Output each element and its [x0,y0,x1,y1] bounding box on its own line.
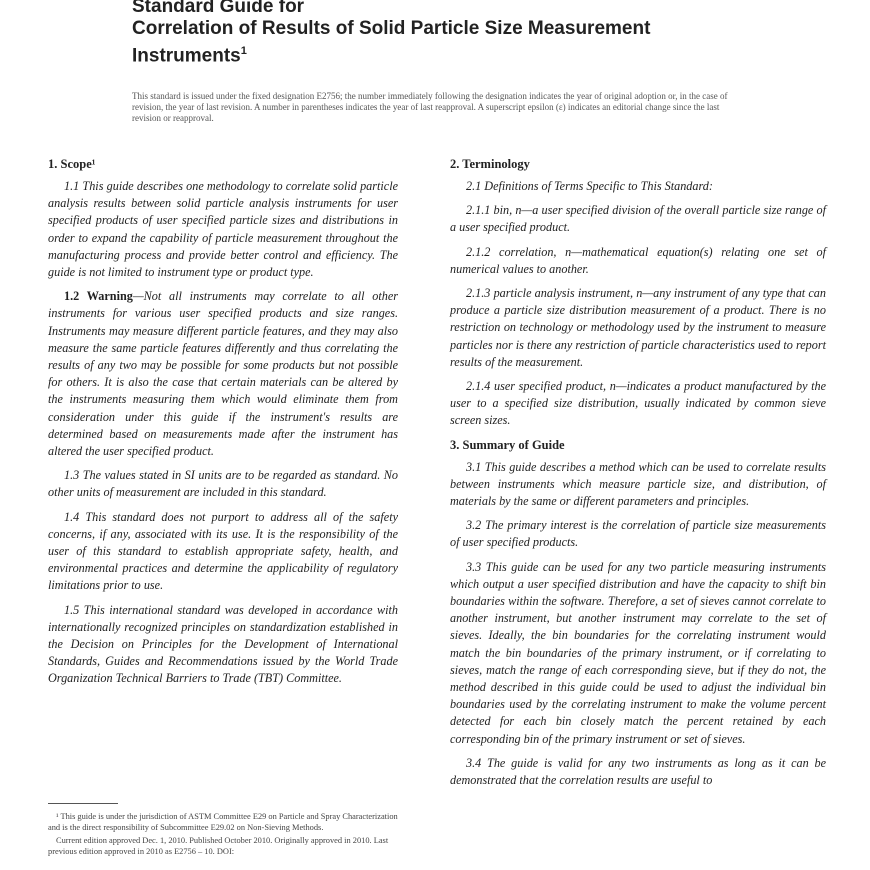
right-column [450,150,826,796]
footnote-divider [48,803,118,804]
title-footnote-marker: 1 [240,45,247,57]
document-title [132,0,650,67]
section-heading-terminology: 2. Terminology [450,157,530,171]
paragraph-3-4: 3.4 The guide is valid for any two instruments as long as it can be demonstrated that the correlation results are useful to [450,755,826,788]
paragraph-3-2: 3.2 The primary interest is the correlation of particle size measurements of user specified products. [450,518,826,550]
paragraph-1-3: 1.3 The values stated in SI units are to be regarded as standard. No other units of measurement are included in this standard. [48,468,398,500]
paragraph-1-5: 1.5 This international standard was developed in accordance with internationally recognized principles on standardization established in the Decision on Principles for the Development of International Standards, Guides and Recommendations issued by the World Trade Organization Technical Barriers to Trade (TBT) Committee. [48,602,398,686]
paragraph-2-1-3: 2.1.3 particle analysis instrument, n—any instrument of any type that can produce a particle size distribution measurement of a product. There is no restriction on technology or methodology used by the instrument to measure particles nor is there any restriction of particle characteristics used to report results of the measurement. [450,286,826,369]
paragraph-3-1: 3.1 This guide describes a method which can be used to correlate results between instruments which measure particle size, and distribution, of materials by the same or different parameters and principles. [450,459,826,509]
footnote-1: ¹ This guide is under the jurisdiction of ASTM Committee E29 on Particle and Spray Characterization and is the direct responsibility of Subcommittee E29.02 on Non-Sieving Methods. [48,812,398,832]
title-line-3: Instruments$^1$ [132,45,247,67]
section-heading-scope: 1. Scope¹ [48,157,96,171]
paragraph-2-1-4: 2.1.4 user specified product, n—indicates a product manufactured by the user to a specified size distribution, usually indicated by common sieve screen sizes. [450,379,826,428]
paragraph-2-1-1: 2.1.1 bin, n—a user specified division of the overall particle size range of a user specified product. [450,203,826,235]
section-heading-summary: 3. Summary of Guide [450,437,565,452]
title-line-1: Standard Guide for [132,0,305,17]
paragraph-2-1: 2.1 Definitions of Terms Specific to This Standard: [466,179,713,193]
paragraph-2-1-2: 2.1.2 correlation, n—mathematical equation(s) relating one set of numerical values to another. [450,244,826,276]
title-line-2: Correlation of Results of Solid Particle Size Measurement [132,18,651,39]
designation-notice: This standard is issued under the fixed designation E2756; the number immediately following the designation indicates the year of original adoption or, in the case of revision, the year of last revision. A number in parentheses indicates the year of last reapproval. A superscript epsilon (ε) indicates an editorial change since the last revision or reapproval. [132,91,728,123]
footnote-2: Current edition approved Dec. 1, 2010. Published October 2010. Originally approved in 2010. Last previous edition approved in 2010 as E2756 – 10. DOI: [48,836,389,856]
footnotes [48,812,398,860]
paragraph-1-1: 1.1 This guide describes one methodology to correlate solid particle analysis results between solid particle analysis instruments for user specified products of user specified particle sizes and distributions in order to expand the capability of particle measurement throughout the manufacturing process and provide better control and efficiency. The guide is not limited to instrument type or product type. [48,179,398,280]
paragraph-1-2: 1.2 Warning—Not all instruments may correlate to all other instruments for various user specified products and size ranges. Instruments may measure different particle features, and they may also measure the same particle features differently and thus correlating the results of any two may be possible for some products but not possible for others. It is also the case that certain materials can be altered by the instruments measuring them which would eliminate them from consideration under this guide if the instrument's results are determined based on measurements made after the instrument has altered the user specified product. [48,289,398,459]
left-column [48,150,398,695]
paragraph-1-4: 1.4 This standard does not purport to address all of the safety concerns, if any, associated with its use. It is the responsibility of the user of this standard to establish appropriate safety, health, and environmental practices and determine the applicability of regulatory limitations prior to use. [48,509,398,593]
paragraph-3-3: 3.3 This guide can be used for any two particle measuring instruments which output a user specified distribution and have the capacity to shift bin boundaries within the software. Therefore, a set of sieves cannot correlate to another instrument, but another instrument may correlate to the set of sieves. Ideally, the bin boundaries for the correlating instrument would match the bin boundaries of the primary instrument, or if correlating to sieves, match the range of each corresponding sieve, but if they do not, the method described in this guide could be used to adjust the individual bin boundaries used by the correlating instrument to make the volume percent detected for each bin closely match the percent retained by each corresponding bin of the primary instrument or set of sieves. [450,559,826,746]
warning-label: 1.2 Warning [64,289,133,304]
